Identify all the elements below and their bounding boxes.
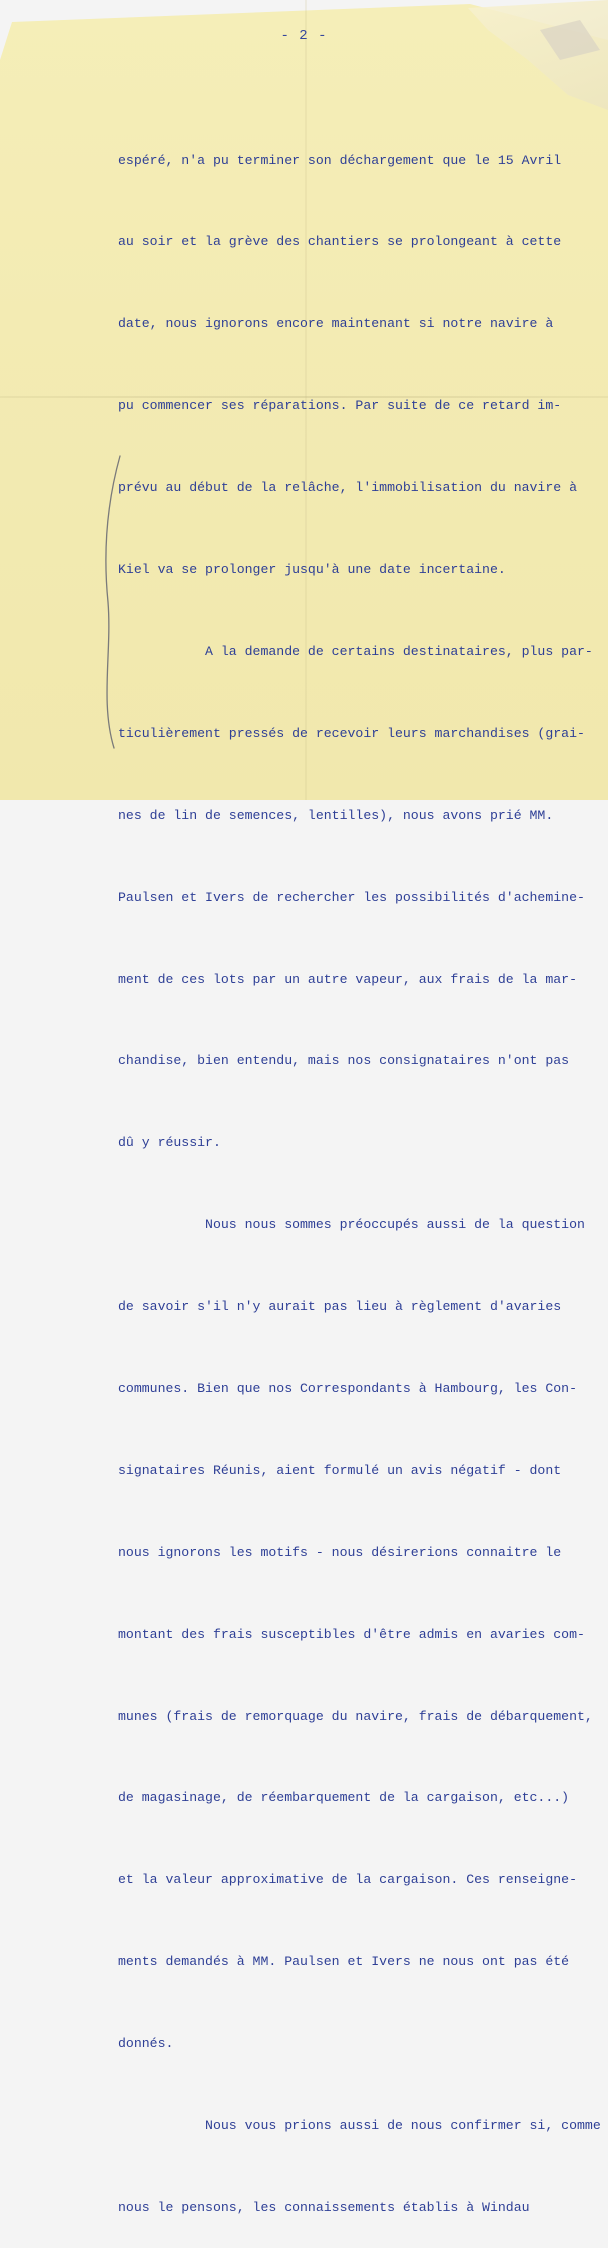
text-line: Nous nous sommes préoccupés aussi de la question (118, 1217, 585, 1233)
text-line: et la valeur approximative de la cargaison. Ces renseigne- (118, 1872, 577, 1888)
text-line: ment de ces lots par un autre vapeur, aux frais de la mar- (118, 971, 577, 987)
margin-pencil-bracket (92, 452, 132, 752)
text-line: donnés. (118, 2036, 174, 2052)
text-line: pu commencer ses réparations. Par suite de ce retard im- (118, 398, 562, 414)
text-line: prévu au début de la relâche, l'immobilisation du navire à (118, 480, 577, 496)
text-line: ments demandés à MM. Paulsen et Ivers ne nous ont pas été (118, 1954, 570, 1970)
text-line: date, nous ignorons encore maintenant si notre navire à (118, 316, 554, 332)
text-line: dû y réussir. (118, 1135, 221, 1151)
text-line: de magasinage, de réembarquement de la cargaison, etc...) (118, 1790, 570, 1806)
text-line: nous le pensons, les connaissements établis à Windau (118, 2199, 530, 2215)
letter-body (118, 92, 601, 2248)
text-line: signataires Réunis, aient formulé un avis négatif - dont (118, 1462, 562, 1478)
text-line: de savoir s'il n'y aurait pas lieu à règlement d'avaries (118, 1299, 562, 1315)
text-line: Kiel va se prolonger jusqu'à une date incertaine. (118, 562, 506, 578)
text-line: espéré, n'a pu terminer son déchargement que le 15 Avril (118, 152, 562, 168)
text-line: Paulsen et Ivers de rechercher les possibilités d'achemine- (118, 889, 585, 905)
text-line: A la demande de certains destinataires, plus par- (118, 643, 593, 659)
text-line: nous ignorons les motifs - nous désirerions connaitre le (118, 1544, 562, 1560)
text-line: munes (frais de remorquage du navire, frais de débarquement, (118, 1708, 593, 1724)
text-line: Nous vous prions aussi de nous confirmer si, comme (118, 2117, 601, 2133)
text-line: chandise, bien entendu, mais nos consignataires n'ont pas (118, 1053, 570, 1069)
text-line: ticulièrement pressés de recevoir leurs marchandises (grai- (118, 725, 585, 741)
text-line: communes. Bien que nos Correspondants à Hambourg, les Con- (118, 1380, 577, 1396)
text-line: nes de lin de semences, lentilles), nous avons prié MM. (118, 807, 554, 823)
text-line: montant des frais susceptibles d'être admis en avaries com- (118, 1626, 585, 1642)
text-line: au soir et la grève des chantiers se prolongeant à cette (118, 234, 562, 250)
page-number: - 2 - (280, 28, 328, 44)
